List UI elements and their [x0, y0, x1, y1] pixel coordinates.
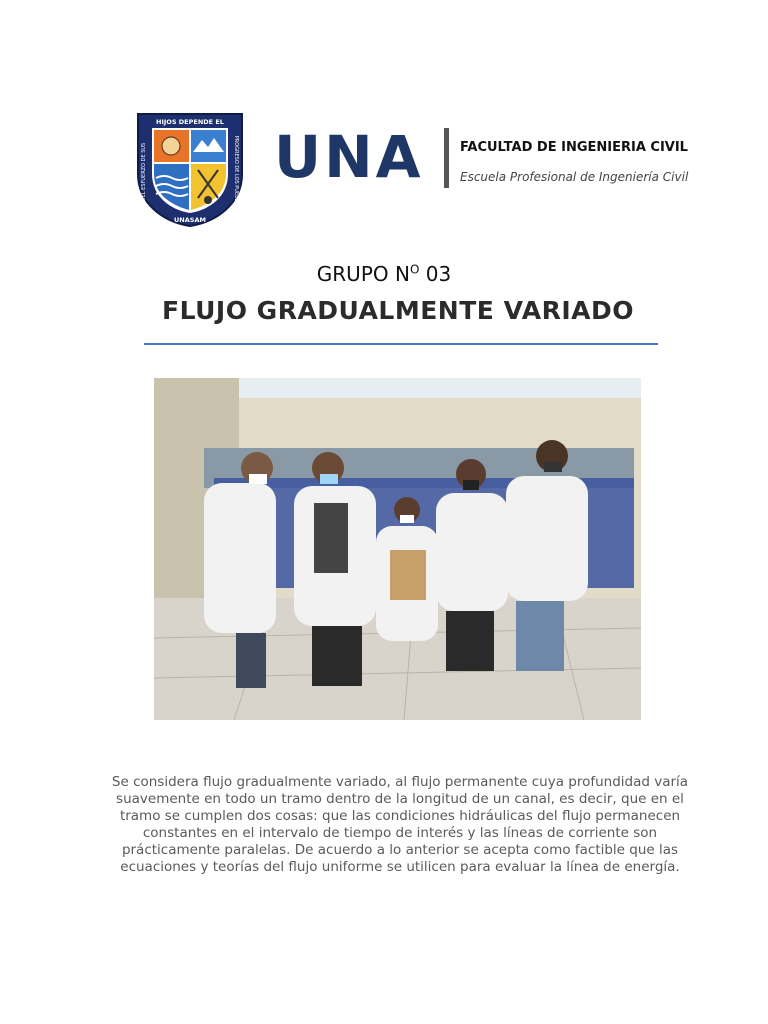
header-divider: [444, 128, 449, 188]
group-number: 03: [419, 262, 452, 286]
document-title: FLUJO GRADUALMENTE VARIADO: [162, 296, 634, 325]
crest-left-text: DEL ESFUERZO DE SUS: [141, 142, 147, 202]
group-label-text: GRUPO N: [316, 262, 410, 286]
group-label-superscript: O: [409, 262, 420, 277]
crest-bottom-text: UNASAM: [174, 216, 206, 224]
document-header: [136, 112, 696, 228]
body-paragraph: Se considera flujo gradualmente variado, al flujo permanente cuya profundidad varía suavemente en todo un tramo dentro de la longitud de un canal, es decir, que en el tramo se cumplen dos cosas: que las condiciones hidráulicas del flujo permanecen constantes en el intervalo de tiempo de interés y las líneas de corriente son prácticamente paralelas. De acuerdo a lo anterior se acepta como factible que las ecuaciones y teorías del flujo uniforme se utilicen para evaluar la línea de energía.: [111, 774, 689, 875]
crest-arc-text: HIJOS DEPENDE EL: [156, 118, 224, 126]
group-photo: [154, 378, 641, 720]
faculty-name: FACULTAD DE INGENIERIA CIVIL: [460, 140, 688, 155]
crest-right-text: PROGRESO DE LOS PUEBLOS: [233, 135, 239, 209]
title-underline: [144, 343, 658, 345]
school-name: Escuela Profesional de Ingeniería Civil: [460, 170, 689, 184]
una-logo-text: UNA: [274, 123, 424, 191]
group-label: [0, 262, 768, 286]
university-crest-logo: [136, 112, 244, 228]
